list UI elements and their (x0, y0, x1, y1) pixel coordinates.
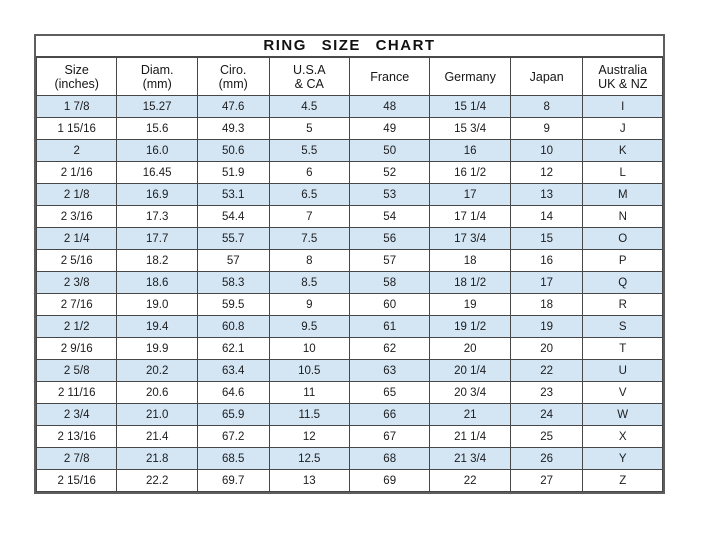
col-header-line: Germany (444, 69, 496, 84)
ciro-mm-cell: 60.8 (197, 316, 269, 338)
usa-ca-cell: 12.5 (269, 448, 349, 470)
diam-mm-cell: 19.0 (117, 294, 197, 316)
germany-cell: 17 (430, 184, 510, 206)
usa-ca-cell: 7.5 (269, 228, 349, 250)
diam-mm-cell: 21.4 (117, 426, 197, 448)
col-header-line: Australia (598, 62, 648, 77)
australia-uk-nz-cell: Y (583, 448, 663, 470)
diam-mm-cell: 22.2 (117, 470, 197, 492)
col-header-usa-ca (269, 58, 349, 96)
australia-uk-nz-cell: Q (583, 272, 663, 294)
size-inches-cell: 2 7/8 (37, 448, 117, 470)
diam-mm-cell: 17.7 (117, 228, 197, 250)
australia-uk-nz-cell: I (583, 96, 663, 118)
germany-cell: 21 1/4 (430, 426, 510, 448)
col-header-line: France (370, 69, 410, 84)
germany-cell: 17 1/4 (430, 206, 510, 228)
table-row (37, 162, 663, 184)
col-header-france (349, 58, 429, 96)
japan-cell: 27 (510, 470, 583, 492)
diam-mm-cell: 16.9 (117, 184, 197, 206)
france-cell: 58 (349, 272, 429, 294)
japan-cell: 25 (510, 426, 583, 448)
ciro-mm-cell: 51.9 (197, 162, 269, 184)
germany-cell: 20 3/4 (430, 382, 510, 404)
japan-cell: 19 (510, 316, 583, 338)
germany-cell: 21 (430, 404, 510, 426)
ciro-mm-cell: 63.4 (197, 360, 269, 382)
col-header-line: UK & NZ (598, 76, 648, 91)
diam-mm-cell: 21.0 (117, 404, 197, 426)
germany-cell: 15 3/4 (430, 118, 510, 140)
table-row (37, 228, 663, 250)
australia-uk-nz-cell: Z (583, 470, 663, 492)
usa-ca-cell: 5 (269, 118, 349, 140)
col-header-line: & CA (294, 76, 324, 91)
germany-cell: 19 (430, 294, 510, 316)
australia-uk-nz-cell: S (583, 316, 663, 338)
usa-ca-cell: 7 (269, 206, 349, 228)
japan-cell: 24 (510, 404, 583, 426)
table-row (37, 140, 663, 162)
germany-cell: 20 1/4 (430, 360, 510, 382)
usa-ca-cell: 6 (269, 162, 349, 184)
col-header-line: U.S.A (292, 62, 326, 77)
usa-ca-cell: 5.5 (269, 140, 349, 162)
usa-ca-cell: 4.5 (269, 96, 349, 118)
table-row (37, 250, 663, 272)
france-cell: 68 (349, 448, 429, 470)
france-cell: 67 (349, 426, 429, 448)
diam-mm-cell: 19.4 (117, 316, 197, 338)
diam-mm-cell: 18.6 (117, 272, 197, 294)
france-cell: 56 (349, 228, 429, 250)
france-cell: 66 (349, 404, 429, 426)
ciro-mm-cell: 53.1 (197, 184, 269, 206)
france-cell: 50 (349, 140, 429, 162)
table-row (37, 448, 663, 470)
usa-ca-cell: 9 (269, 294, 349, 316)
usa-ca-cell: 13 (269, 470, 349, 492)
australia-uk-nz-cell: P (583, 250, 663, 272)
japan-cell: 20 (510, 338, 583, 360)
table-row (37, 426, 663, 448)
table-body (37, 96, 663, 492)
australia-uk-nz-cell: K (583, 140, 663, 162)
france-cell: 57 (349, 250, 429, 272)
france-cell: 53 (349, 184, 429, 206)
germany-cell: 18 1/2 (430, 272, 510, 294)
ciro-mm-cell: 65.9 (197, 404, 269, 426)
size-inches-cell: 1 15/16 (37, 118, 117, 140)
france-cell: 61 (349, 316, 429, 338)
size-inches-cell: 2 5/8 (37, 360, 117, 382)
japan-cell: 15 (510, 228, 583, 250)
table-row (37, 294, 663, 316)
germany-cell: 17 3/4 (430, 228, 510, 250)
chart-title: RING SIZE CHART (36, 36, 663, 57)
japan-cell: 26 (510, 448, 583, 470)
australia-uk-nz-cell: R (583, 294, 663, 316)
table-row (37, 382, 663, 404)
col-header-line: (mm) (218, 76, 248, 91)
japan-cell: 9 (510, 118, 583, 140)
japan-cell: 12 (510, 162, 583, 184)
japan-cell: 10 (510, 140, 583, 162)
australia-uk-nz-cell: O (583, 228, 663, 250)
australia-uk-nz-cell: M (583, 184, 663, 206)
japan-cell: 22 (510, 360, 583, 382)
size-inches-cell: 2 3/16 (37, 206, 117, 228)
table-row (37, 470, 663, 492)
col-header-line: (mm) (142, 76, 172, 91)
size-inches-cell: 2 11/16 (37, 382, 117, 404)
australia-uk-nz-cell: V (583, 382, 663, 404)
usa-ca-cell: 11.5 (269, 404, 349, 426)
germany-cell: 21 3/4 (430, 448, 510, 470)
table-row (37, 96, 663, 118)
ciro-mm-cell: 54.4 (197, 206, 269, 228)
germany-cell: 20 (430, 338, 510, 360)
usa-ca-cell: 8 (269, 250, 349, 272)
australia-uk-nz-cell: T (583, 338, 663, 360)
table-row (37, 184, 663, 206)
australia-uk-nz-cell: L (583, 162, 663, 184)
col-header-germany (430, 58, 510, 96)
col-header-size-inches (37, 58, 117, 96)
germany-cell: 15 1/4 (430, 96, 510, 118)
diam-mm-cell: 19.9 (117, 338, 197, 360)
japan-cell: 18 (510, 294, 583, 316)
ciro-mm-cell: 64.6 (197, 382, 269, 404)
ciro-mm-cell: 69.7 (197, 470, 269, 492)
size-inches-cell: 2 7/16 (37, 294, 117, 316)
ciro-mm-cell: 50.6 (197, 140, 269, 162)
ring-size-chart (34, 34, 665, 494)
table-row (37, 360, 663, 382)
table-row (37, 118, 663, 140)
ciro-mm-cell: 62.1 (197, 338, 269, 360)
france-cell: 63 (349, 360, 429, 382)
col-header-ciro-mm (197, 58, 269, 96)
usa-ca-cell: 6.5 (269, 184, 349, 206)
germany-cell: 16 1/2 (430, 162, 510, 184)
col-header-japan (510, 58, 583, 96)
australia-uk-nz-cell: W (583, 404, 663, 426)
ciro-mm-cell: 49.3 (197, 118, 269, 140)
france-cell: 48 (349, 96, 429, 118)
size-inches-cell: 1 7/8 (37, 96, 117, 118)
australia-uk-nz-cell: X (583, 426, 663, 448)
diam-mm-cell: 15.27 (117, 96, 197, 118)
ciro-mm-cell: 59.5 (197, 294, 269, 316)
usa-ca-cell: 11 (269, 382, 349, 404)
japan-cell: 14 (510, 206, 583, 228)
usa-ca-cell: 9.5 (269, 316, 349, 338)
usa-ca-cell: 12 (269, 426, 349, 448)
diam-mm-cell: 16.0 (117, 140, 197, 162)
size-inches-cell: 2 5/16 (37, 250, 117, 272)
table-row (37, 206, 663, 228)
size-inches-cell: 2 15/16 (37, 470, 117, 492)
size-inches-cell: 2 13/16 (37, 426, 117, 448)
france-cell: 65 (349, 382, 429, 404)
size-inches-cell: 2 (37, 140, 117, 162)
france-cell: 60 (349, 294, 429, 316)
col-header-line: Size (64, 62, 89, 77)
col-header-australia-uk-nz (583, 58, 663, 96)
usa-ca-cell: 8.5 (269, 272, 349, 294)
col-header-line: Diam. (140, 62, 174, 77)
table-row (37, 316, 663, 338)
size-inches-cell: 2 1/2 (37, 316, 117, 338)
size-inches-cell: 2 3/8 (37, 272, 117, 294)
table-row (37, 338, 663, 360)
france-cell: 62 (349, 338, 429, 360)
size-inches-cell: 2 1/8 (37, 184, 117, 206)
germany-cell: 16 (430, 140, 510, 162)
japan-cell: 23 (510, 382, 583, 404)
germany-cell: 22 (430, 470, 510, 492)
france-cell: 69 (349, 470, 429, 492)
diam-mm-cell: 17.3 (117, 206, 197, 228)
ciro-mm-cell: 58.3 (197, 272, 269, 294)
diam-mm-cell: 16.45 (117, 162, 197, 184)
france-cell: 54 (349, 206, 429, 228)
japan-cell: 8 (510, 96, 583, 118)
ciro-mm-cell: 55.7 (197, 228, 269, 250)
ciro-mm-cell: 68.5 (197, 448, 269, 470)
germany-cell: 18 (430, 250, 510, 272)
australia-uk-nz-cell: U (583, 360, 663, 382)
japan-cell: 17 (510, 272, 583, 294)
header-row (37, 58, 663, 96)
france-cell: 49 (349, 118, 429, 140)
size-inches-cell: 2 3/4 (37, 404, 117, 426)
australia-uk-nz-cell: N (583, 206, 663, 228)
australia-uk-nz-cell: J (583, 118, 663, 140)
table-row (37, 404, 663, 426)
table-row (37, 272, 663, 294)
col-header-line: (inches) (54, 76, 99, 91)
size-inches-cell: 2 9/16 (37, 338, 117, 360)
size-inches-cell: 2 1/4 (37, 228, 117, 250)
diam-mm-cell: 21.8 (117, 448, 197, 470)
ring-size-table (36, 57, 663, 492)
diam-mm-cell: 15.6 (117, 118, 197, 140)
diam-mm-cell: 18.2 (117, 250, 197, 272)
diam-mm-cell: 20.6 (117, 382, 197, 404)
ciro-mm-cell: 57 (197, 250, 269, 272)
ciro-mm-cell: 67.2 (197, 426, 269, 448)
usa-ca-cell: 10.5 (269, 360, 349, 382)
col-header-line: Ciro. (220, 62, 247, 77)
col-header-line: Japan (529, 69, 564, 84)
japan-cell: 16 (510, 250, 583, 272)
france-cell: 52 (349, 162, 429, 184)
japan-cell: 13 (510, 184, 583, 206)
usa-ca-cell: 10 (269, 338, 349, 360)
diam-mm-cell: 20.2 (117, 360, 197, 382)
ciro-mm-cell: 47.6 (197, 96, 269, 118)
col-header-diam-mm (117, 58, 197, 96)
germany-cell: 19 1/2 (430, 316, 510, 338)
size-inches-cell: 2 1/16 (37, 162, 117, 184)
